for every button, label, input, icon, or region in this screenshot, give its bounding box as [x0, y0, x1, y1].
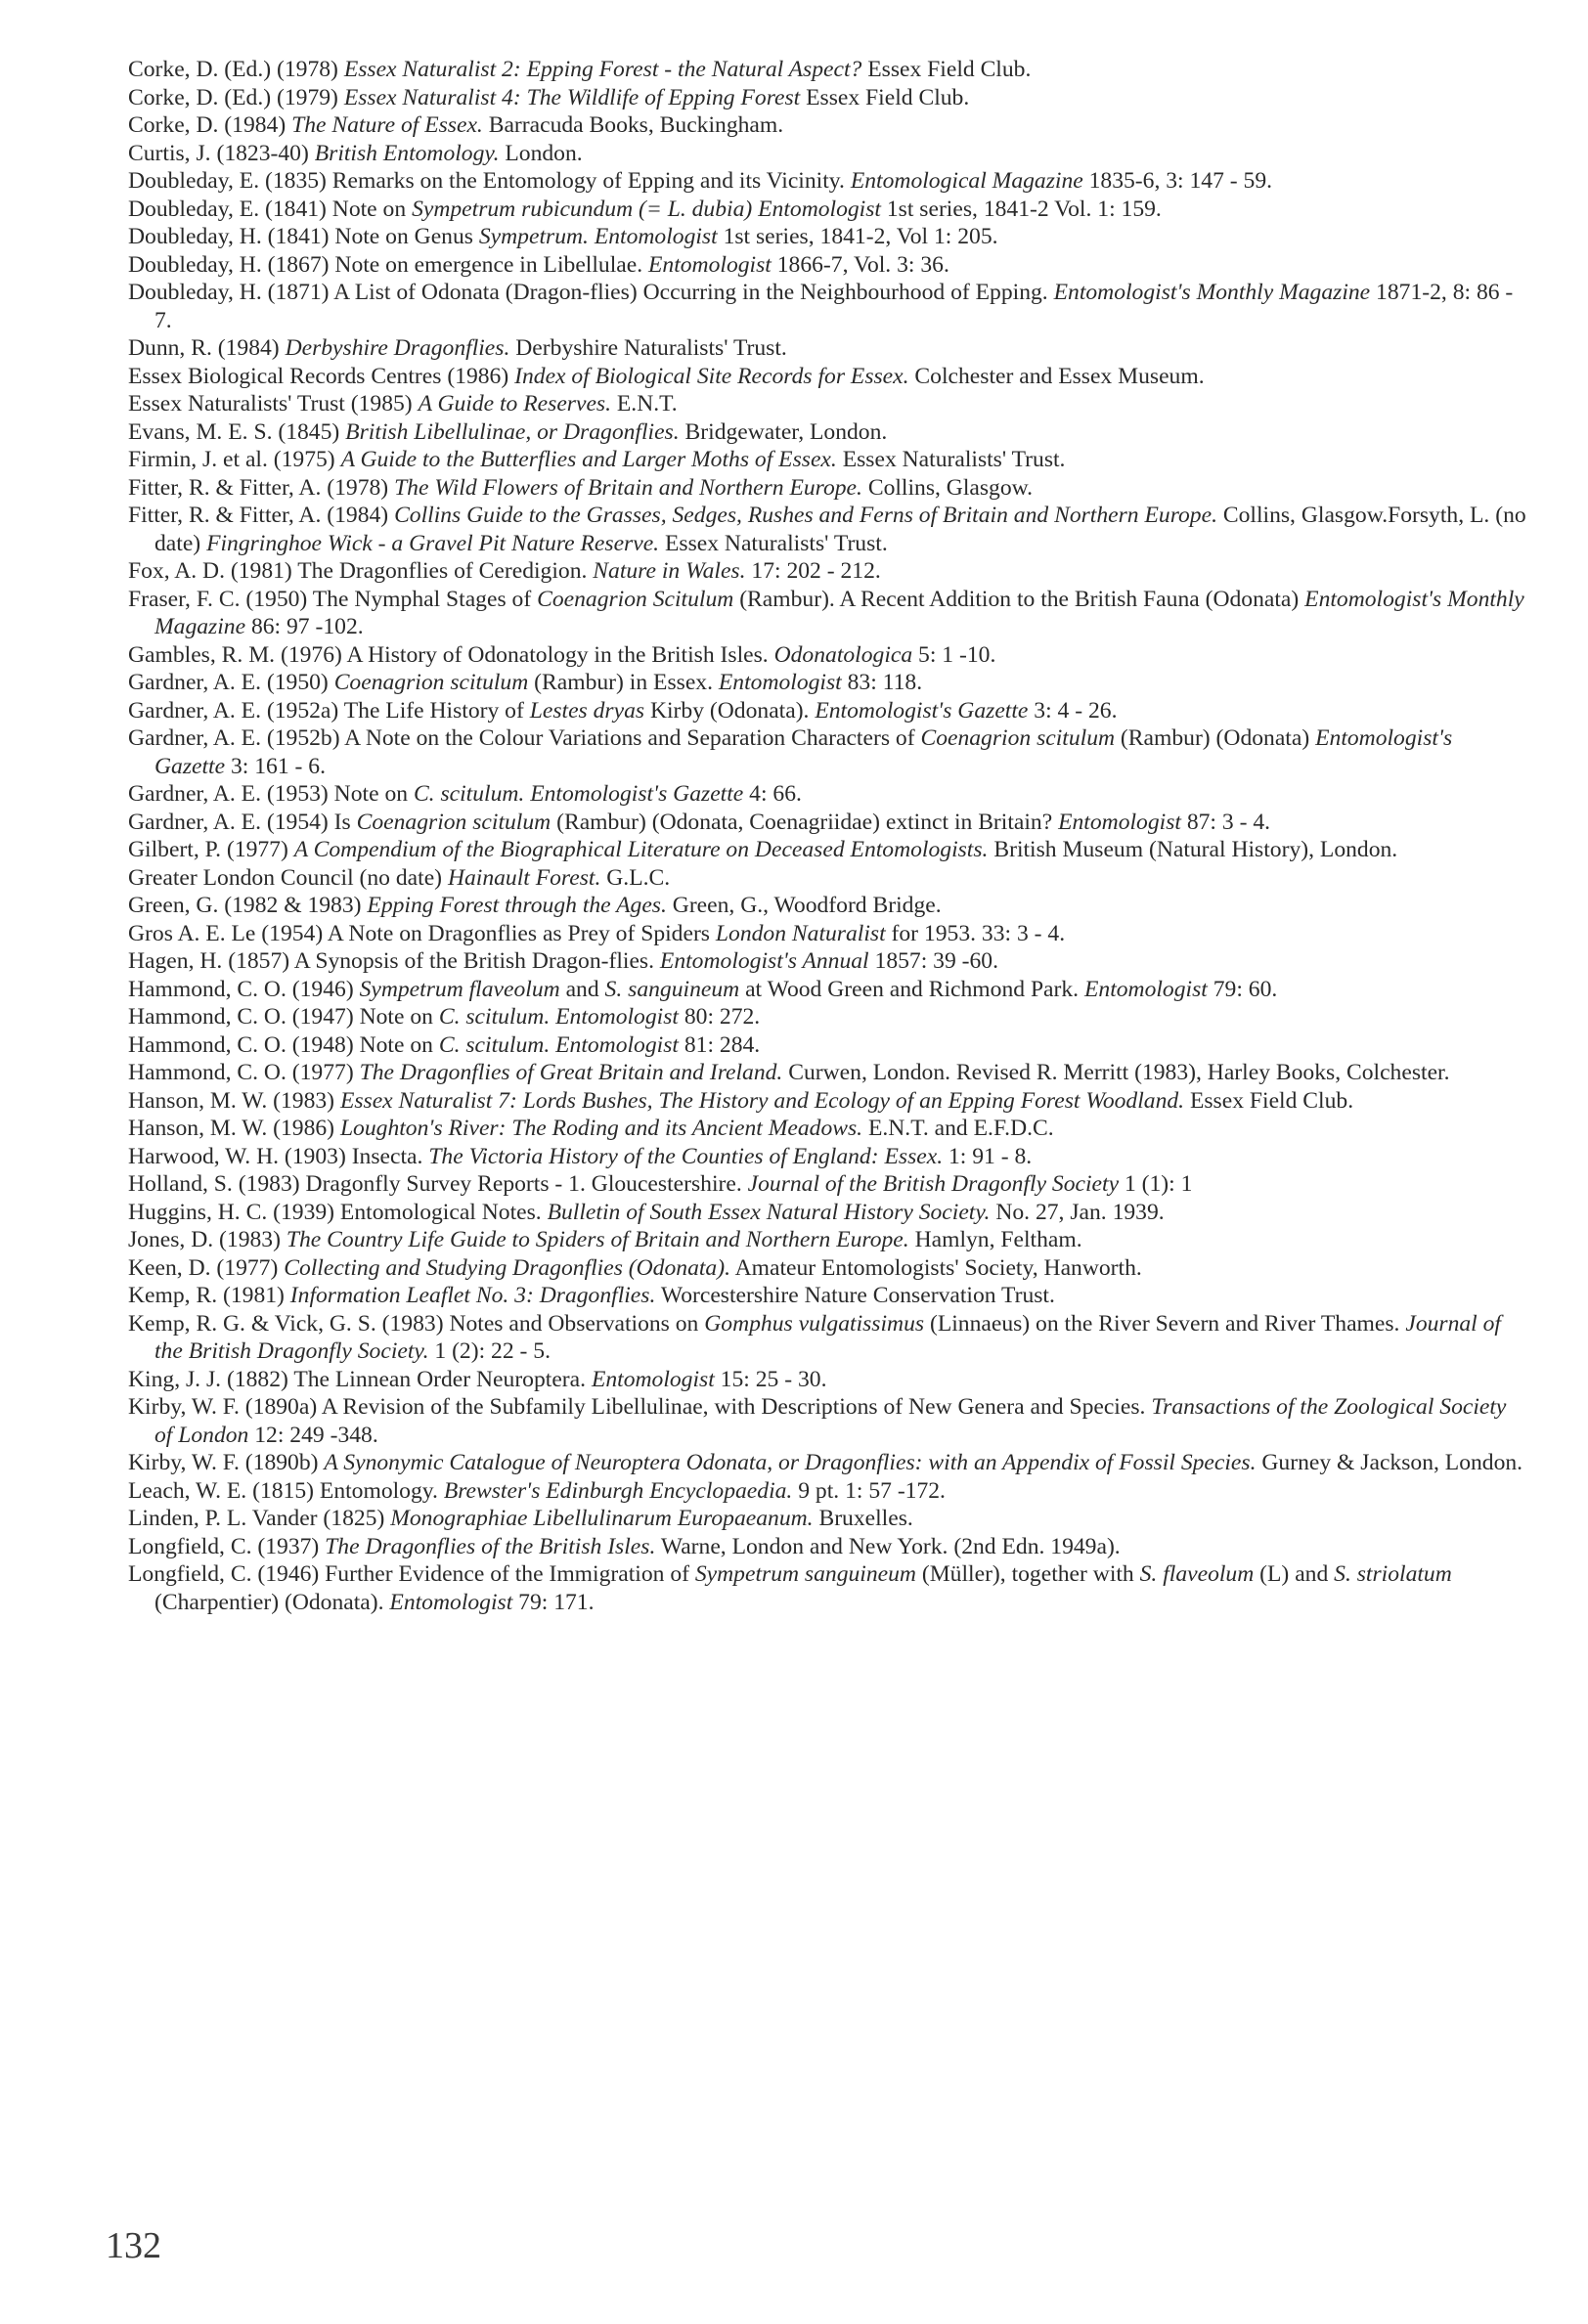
reference-text: Doubleday, E. (1835) Remarks on the Entomology of Epping and its Vicinity.	[128, 168, 851, 194]
reference-text: Essex Naturalists' Trust.	[836, 447, 1066, 472]
reference-text: Hanson, M. W. (1986)	[128, 1116, 340, 1141]
reference-text: (Müller), together with	[915, 1561, 1140, 1587]
reference-italic-text: Sympetrum sanguineum	[694, 1561, 916, 1587]
reference-text: 1st series, 1841-2, Vol 1: 205.	[717, 224, 998, 249]
reference-text: Fitter, R. & Fitter, A. (1984)	[128, 503, 395, 528]
reference-italic-text: S. sanguineum	[604, 976, 740, 1002]
reference-text: 15: 25 - 30.	[714, 1366, 827, 1392]
reference-entry	[128, 1393, 1526, 1449]
reference-text: Doubleday, H. (1841) Note on Genus	[128, 224, 479, 249]
reference-entry	[128, 864, 1526, 893]
reference-entry	[128, 1143, 1526, 1171]
reference-entry	[128, 836, 1526, 864]
reference-text: E.N.T.	[611, 391, 678, 417]
reference-text: Essex Biological Records Centres (1986)	[128, 363, 515, 389]
reference-text: 79: 171.	[512, 1589, 595, 1615]
reference-italic-text: Essex Naturalist 4: The Wildlife of Epping Forest	[343, 84, 801, 110]
reference-text: Gurney & Jackson, London.	[1256, 1450, 1523, 1475]
reference-italic-text: Entomologist	[389, 1589, 513, 1615]
reference-italic-text: Derbyshire Dragonflies.	[285, 335, 510, 361]
reference-italic-text: Essex Naturalist 2: Epping Forest - the Natural Aspect?	[343, 57, 862, 82]
reference-text: 3: 161 - 6.	[225, 753, 326, 779]
reference-entry	[128, 947, 1526, 976]
reference-text: No. 27, Jan. 1939.	[990, 1199, 1165, 1225]
reference-italic-text: Lestes dryas	[529, 697, 645, 724]
reference-text: Essex Field Club.	[800, 84, 970, 110]
reference-text: (Linnaeus) on the River Severn and River Thames.	[924, 1310, 1406, 1337]
reference-text: Collins, Glasgow.Forsyth, L. (no date)	[154, 503, 1526, 556]
reference-text: Corke, D. (1984)	[128, 112, 292, 138]
reference-text: Kemp, R. (1981)	[128, 1283, 290, 1308]
reference-text: 83: 118.	[841, 670, 923, 695]
reference-italic-text: Entomologist	[591, 1366, 715, 1392]
reference-italic-text: Coenagrion Scitulum	[537, 586, 734, 612]
reference-entry	[128, 586, 1526, 641]
reference-italic-text: Entomologist	[1058, 809, 1181, 835]
reference-entry	[128, 390, 1526, 418]
reference-italic-text: The Country Life Guide to Spiders of Britain and Northern Europe.	[286, 1227, 909, 1252]
reference-italic-text: Monographiae Libellulinarum Europaeanum.	[390, 1506, 814, 1531]
reference-italic-text: A Guide to Reserves.	[418, 391, 611, 417]
reference-text: Linden, P. L. Vander (1825)	[128, 1506, 391, 1531]
reference-text: 81: 284.	[678, 1031, 761, 1058]
reference-text: (Rambur) in Essex.	[528, 670, 719, 695]
reference-entry	[128, 1449, 1526, 1477]
reference-text: Amateur Entomologists' Society, Hanworth.	[729, 1254, 1142, 1281]
reference-text: Evans, M. E. S. (1845)	[128, 418, 346, 445]
reference-italic-text: Hainault Forest.	[447, 864, 601, 891]
reference-italic-text: Entomologist's Monthly Magazine	[154, 586, 1524, 639]
reference-text: Kirby, W. F. (1890b)	[128, 1450, 325, 1475]
reference-text: Kirby, W. F. (1890a) A Revision of the Subfamily Libellulinae, with Descriptions of New Genera and Species.	[128, 1394, 1152, 1420]
reference-italic-text: The Dragonflies of the British Isles.	[325, 1533, 656, 1559]
reference-text: Bridgewater, London.	[679, 418, 888, 445]
reference-text: Curwen, London. Revised R. Merritt (1983), Harley Books, Colchester.	[782, 1060, 1450, 1085]
reference-text: 9 pt. 1: 57 -172.	[792, 1477, 946, 1504]
reference-text: Warne, London and New York. (2nd Edn. 1949a).	[655, 1533, 1121, 1559]
reference-text: Longfield, C. (1946) Further Evidence of the Immigration of	[128, 1561, 695, 1587]
reference-entry	[128, 334, 1526, 363]
reference-italic-text: The Dragonflies of Great Britain and Ireland.	[359, 1060, 783, 1085]
reference-italic-text: Epping Forest through the Ages.	[367, 893, 667, 918]
reference-text: Kemp, R. G. & Vick, G. S. (1983) Notes and Observations on	[128, 1310, 705, 1337]
reference-italic-text: Fingringhoe Wick - a Gravel Pit Nature Reserve.	[206, 530, 660, 556]
reference-text: Fox, A. D. (1981) The Dragonflies of Ceredigion.	[128, 558, 594, 584]
reference-text: Gardner, A. E. (1954) Is	[128, 809, 357, 835]
reference-entry	[128, 196, 1526, 224]
reference-text: Longfield, C. (1937)	[128, 1533, 326, 1559]
reference-text: Holland, S. (1983) Dragonfly Survey Reports - 1. Gloucestershire.	[128, 1171, 748, 1197]
reference-text: 17: 202 - 212.	[745, 558, 881, 584]
reference-text: Huggins, H. C. (1939) Entomological Notes.	[128, 1199, 548, 1225]
reference-text: Hanson, M. W. (1983)	[128, 1087, 340, 1114]
reference-text: 87: 3 - 4.	[1180, 809, 1271, 835]
reference-text: 3: 4 - 26.	[1028, 697, 1118, 724]
reference-entry	[128, 1003, 1526, 1031]
reference-text: (Rambur) (Odonata)	[1115, 725, 1316, 751]
reference-text: Gardner, A. E. (1953) Note on	[128, 781, 414, 807]
reference-text: London.	[499, 140, 583, 166]
reference-text: Gilbert, P. (1977)	[128, 837, 294, 862]
reference-entry	[128, 557, 1526, 586]
reference-entry	[128, 418, 1526, 447]
reference-italic-text: Coenagrion scitulum	[920, 725, 1116, 751]
reference-text: G.L.C.	[600, 864, 671, 891]
reference-italic-text: Entomologist's Monthly Magazine	[1053, 280, 1371, 305]
reference-italic-text: Loughton's River: The Roding and its Ancient Meadows.	[339, 1116, 863, 1141]
reference-entry	[128, 167, 1526, 196]
reference-text: Green, G. (1982 & 1983)	[128, 893, 368, 918]
reference-entry	[128, 1031, 1526, 1060]
reference-text: Gardner, A. E. (1952b) A Note on the Colour Variations and Separation Characters of	[128, 725, 921, 751]
reference-entry	[128, 1087, 1526, 1116]
reference-text: Gardner, A. E. (1952a) The Life History of	[128, 697, 530, 724]
reference-entry	[128, 780, 1526, 809]
reference-text: Essex Field Club.	[861, 57, 1032, 82]
reference-text: Essex Field Club.	[1184, 1087, 1354, 1114]
reference-text: Bruxelles.	[813, 1506, 913, 1531]
reference-text: Curtis, J. (1823-40)	[128, 140, 315, 166]
reference-entry	[128, 1366, 1526, 1394]
reference-entry	[128, 1560, 1526, 1616]
reference-text: Essex Naturalists' Trust.	[659, 530, 888, 556]
reference-entry	[128, 976, 1526, 1004]
reference-italic-text: Collecting and Studying Dragonflies (Odonata).	[284, 1254, 730, 1281]
reference-entry	[128, 251, 1526, 280]
reference-entry	[128, 1533, 1526, 1561]
reference-entry	[128, 1282, 1526, 1310]
reference-italic-text: Nature in Wales.	[593, 558, 746, 584]
reference-text: 5: 1 -10.	[912, 641, 996, 668]
reference-italic-text: Entomologist's Annual	[659, 948, 869, 974]
page-number: 132	[106, 2225, 161, 2266]
reference-italic-text: S. flaveolum	[1139, 1561, 1255, 1587]
reference-text: (Rambur). A Recent Addition to the British Fauna (Odonata)	[733, 586, 1305, 612]
reference-italic-text: Sympetrum. Entomologist	[478, 224, 718, 249]
reference-text: Dunn, R. (1984)	[128, 335, 286, 361]
reference-text: Keen, D. (1977)	[128, 1254, 285, 1281]
reference-text: and	[559, 976, 605, 1002]
reference-italic-text: A Guide to the Butterflies and Larger Moths of Essex.	[340, 447, 837, 472]
reference-italic-text: Sympetrum rubicundum (= L. dubia) Entomologist	[412, 196, 881, 222]
reference-italic-text: C. scitulum. Entomologist	[438, 1031, 679, 1058]
reference-text: Fraser, F. C. (1950) The Nymphal Stages of	[128, 586, 538, 612]
reference-text: 1: 91 - 8.	[943, 1143, 1033, 1169]
reference-italic-text: Essex Naturalist 7: Lords Bushes, The History and Ecology of an Epping Forest Woodland.	[339, 1087, 1185, 1114]
reference-italic-text: Bulletin of South Essex Natural History Society.	[547, 1199, 991, 1225]
reference-text: Collins, Glasgow.	[861, 474, 1034, 501]
reference-italic-text: Entomologist	[648, 251, 772, 278]
reference-text: Hammond, C. O. (1948) Note on	[128, 1031, 439, 1058]
reference-italic-text: S. striolatum	[1334, 1561, 1452, 1587]
reference-entry	[128, 641, 1526, 670]
reference-entry	[128, 697, 1526, 725]
reference-text: 12: 249 -348.	[248, 1422, 378, 1448]
reference-text: 1 (1): 1	[1119, 1171, 1193, 1197]
reference-entry	[128, 446, 1526, 474]
reference-text: Colchester and Essex Museum.	[908, 363, 1205, 389]
reference-text: Greater London Council (no date)	[128, 864, 448, 891]
reference-text: Kirby (Odonata).	[644, 697, 816, 724]
reference-text: Hammond, C. O. (1946)	[128, 976, 360, 1002]
reference-text: Worcestershire Nature Conservation Trust.	[655, 1283, 1055, 1308]
reference-text: at Wood Green and Richmond Park.	[739, 976, 1084, 1002]
reference-text: 80: 272.	[678, 1004, 761, 1030]
reference-entry	[128, 1115, 1526, 1143]
reference-entry	[128, 1059, 1526, 1087]
reference-italic-text: British Libellulinae, or Dragonflies.	[345, 418, 680, 445]
reference-text: Derbyshire Naturalists' Trust.	[509, 335, 787, 361]
reference-text: Fitter, R. & Fitter, A. (1978)	[128, 474, 395, 501]
reference-italic-text: Coenagrion scitulum	[356, 809, 551, 835]
reference-text: Essex Naturalists' Trust (1985)	[128, 391, 419, 417]
reference-text: Doubleday, H. (1871) A List of Odonata (Dragon-flies) Occurring in the Neighbourhood of Epping.	[128, 280, 1054, 305]
reference-italic-text: Gomphus vulgatissimus	[704, 1310, 925, 1337]
reference-entry	[128, 502, 1526, 557]
reference-text: (Charpentier) (Odonata).	[154, 1589, 390, 1615]
reference-entry	[128, 669, 1526, 697]
reference-list	[128, 56, 1526, 1616]
reference-italic-text: Entomologist's Gazette	[815, 697, 1029, 724]
reference-entry	[128, 1199, 1526, 1227]
reference-text: Jones, D. (1983)	[128, 1227, 287, 1252]
reference-text: Barracuda Books, Buckingham.	[482, 112, 784, 138]
reference-text: 86: 97 -102.	[245, 614, 364, 639]
reference-italic-text: Information Leaflet No. 3: Dragonflies.	[289, 1283, 656, 1308]
reference-entry	[128, 1477, 1526, 1506]
reference-text: Hamlyn, Feltham.	[908, 1227, 1082, 1252]
reference-entry	[128, 1310, 1526, 1366]
reference-text: 79: 60.	[1207, 976, 1278, 1002]
reference-italic-text: London Naturalist	[715, 920, 886, 946]
reference-entry	[128, 724, 1526, 780]
reference-text: 1st series, 1841-2 Vol. 1: 159.	[880, 196, 1162, 222]
reference-text: British Museum (Natural History), London.	[988, 837, 1398, 862]
reference-italic-text: C. scitulum. Entomologist's Gazette	[413, 781, 744, 807]
reference-text: Harwood, W. H. (1903) Insecta.	[128, 1143, 429, 1169]
reference-italic-text: C. scitulum. Entomologist	[438, 1004, 679, 1030]
reference-entry	[128, 279, 1526, 334]
reference-text: Doubleday, H. (1867) Note on emergence in Libellulae.	[128, 251, 648, 278]
reference-text: King, J. J. (1882) The Linnean Order Neuroptera.	[128, 1366, 592, 1392]
reference-italic-text: Brewster's Edinburgh Encyclopaedia.	[443, 1477, 793, 1504]
reference-entry	[128, 223, 1526, 251]
reference-italic-text: Index of Biological Site Records for Essex.	[514, 363, 909, 389]
reference-text: for 1953. 33: 3 - 4.	[885, 920, 1066, 946]
reference-text: Corke, D. (Ed.) (1978)	[128, 57, 344, 82]
reference-italic-text: Transactions of the Zoological Society of London	[154, 1394, 1507, 1448]
reference-italic-text: A Synonymic Catalogue of Neuroptera Odonata, or Dragonflies: with an Appendix of Fossil Species.	[324, 1450, 1257, 1475]
reference-text: 1871-2, 8: 86 - 7.	[154, 280, 1514, 333]
reference-text: 1 (2): 22 - 5.	[428, 1338, 551, 1364]
reference-italic-text: Entomologist's Gazette	[154, 725, 1453, 779]
reference-italic-text: The Wild Flowers of Britain and Northern Europe.	[394, 474, 862, 501]
reference-text: Corke, D. (Ed.) (1979)	[128, 84, 344, 110]
reference-entry	[128, 111, 1526, 140]
reference-text: Green, G., Woodford Bridge.	[666, 893, 942, 918]
reference-entry	[128, 1226, 1526, 1254]
reference-text: Gardner, A. E. (1950)	[128, 670, 334, 695]
reference-text: Gambles, R. M. (1976) A History of Odonatology in the British Isles.	[128, 641, 774, 668]
reference-text: Doubleday, E. (1841) Note on	[128, 196, 413, 222]
reference-italic-text: Coenagrion scitulum	[333, 670, 529, 695]
reference-italic-text: Collins Guide to the Grasses, Sedges, Rushes and Ferns of Britain and Northern Europe.	[394, 503, 1217, 528]
reference-entry	[128, 1505, 1526, 1533]
reference-italic-text: Journal of the British Dragonfly Society	[747, 1171, 1120, 1197]
reference-text: Hagen, H. (1857) A Synopsis of the British Dragon-flies.	[128, 948, 660, 974]
reference-text: 1866-7, Vol. 3: 36.	[771, 251, 949, 278]
reference-text: Leach, W. E. (1815) Entomology.	[128, 1477, 444, 1504]
reference-italic-text: Journal of the British Dragonfly Society.	[154, 1310, 1501, 1364]
reference-italic-text: Odonatologica	[773, 641, 913, 668]
reference-text: 4: 66.	[743, 781, 802, 807]
reference-text: E.N.T. and E.F.D.C.	[862, 1116, 1054, 1141]
reference-entry	[128, 1170, 1526, 1199]
reference-text: (Rambur) (Odonata, Coenagriidae) extinct in Britain?	[551, 809, 1059, 835]
reference-text: Firmin, J. et al. (1975)	[128, 447, 341, 472]
reference-text: 1835-6, 3: 147 - 59.	[1082, 168, 1273, 194]
reference-italic-text: Entomological Magazine	[850, 168, 1083, 194]
reference-entry	[128, 140, 1526, 168]
reference-text: Hammond, C. O. (1947) Note on	[128, 1004, 439, 1030]
reference-italic-text: Entomologist	[718, 670, 842, 695]
reference-entry	[128, 920, 1526, 948]
reference-italic-text: The Nature of Essex.	[291, 112, 483, 138]
reference-text: Gros A. E. Le (1954) A Note on Dragonflies as Prey of Spiders	[128, 920, 716, 946]
reference-italic-text: British Entomology.	[314, 140, 500, 166]
reference-entry	[128, 892, 1526, 920]
reference-italic-text: A Compendium of the Biographical Literature on Deceased Entomologists.	[293, 837, 989, 862]
reference-entry	[128, 474, 1526, 503]
reference-entry	[128, 809, 1526, 837]
reference-text: 1857: 39 -60.	[868, 948, 999, 974]
reference-entry	[128, 1254, 1526, 1283]
reference-text: Hammond, C. O. (1977)	[128, 1060, 360, 1085]
reference-entry	[128, 84, 1526, 112]
reference-entry	[128, 363, 1526, 391]
reference-italic-text: Sympetrum flaveolum	[359, 976, 560, 1002]
reference-italic-text: The Victoria History of the Counties of England: Essex.	[428, 1143, 944, 1169]
reference-text: (L) and	[1254, 1561, 1335, 1587]
reference-italic-text: Entomologist	[1083, 976, 1208, 1002]
reference-entry	[128, 56, 1526, 84]
